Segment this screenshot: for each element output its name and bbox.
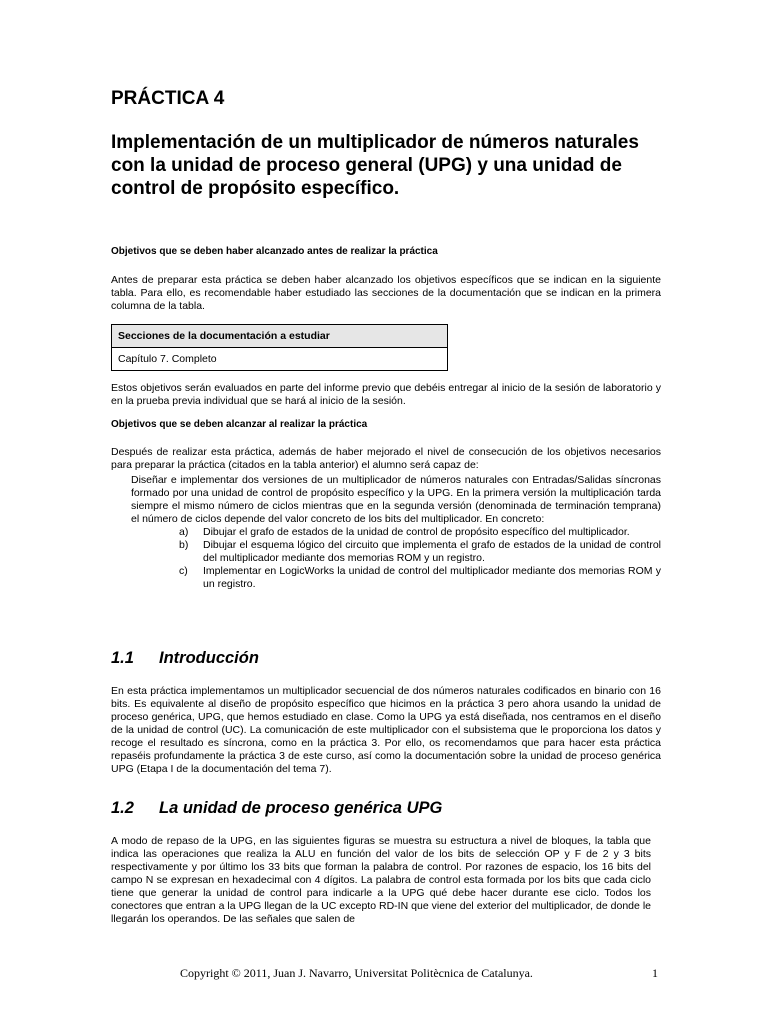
prior-objectives-heading: Objetivos que se deben haber alcanzado antes de realizar la práctica bbox=[111, 246, 438, 257]
prior-objectives-intro: Antes de preparar esta práctica se deben haber alcanzado los objetivos específicos que se indican en la siguiente tabla. Para ello, es recomendable haber estudiado las secciones de la documentación que se indican en la primera columna de la tabla. bbox=[111, 274, 661, 312]
objective-text: Diseñar e implementar dos versiones de un multiplicador de números naturales con Entradas/Salidas síncronas formado por una unidad de control de propósito específico y la UPG. En la primera versión la multiplicación tarda siempre el mismo número de ciclos mientras que en la segunda versión (denominada de terminación temprana) el número de ciclos depende del valor concreto de los bits del multiplicador. En concreto: bbox=[131, 474, 661, 525]
goals-intro: Después de realizar esta práctica, además de haber mejorado el nivel de consecución de los objetivos necesarios para preparar la práctica (citados en la tabla anterior) el alumno será capaz de: bbox=[111, 446, 661, 471]
section-heading-upg bbox=[111, 799, 442, 818]
list-item-text: Dibujar el esquema lógico del circuito que implementa el grafo de estados de la unidad de control del multiplicador mediante dos memorias ROM y un registro. bbox=[203, 539, 661, 564]
main-title: Implementación de un multiplicador de números naturales con la unidad de proceso general (UPG) y una unidad de control de propósito específico. bbox=[111, 132, 639, 199]
list-marker: c) bbox=[179, 565, 188, 577]
list-item bbox=[131, 526, 661, 539]
section-heading-introduction bbox=[111, 649, 259, 668]
copyright-text: Copyright © 2011, Juan J. Navarro, Universitat Politècnica de Catalunya. bbox=[180, 966, 533, 980]
table-header: Secciones de la documentación a estudiar bbox=[112, 325, 448, 348]
page-number: 1 bbox=[652, 966, 658, 980]
table-row bbox=[112, 348, 448, 371]
introduction-text: En esta práctica implementamos un multiplicador secuencial de dos números naturales codificados en binario con 16 bits. Es equivalente al diseño de propósito específico que hicimos en la práctica 3 pero ahora usando la unidad de proceso genérica, UPG, que hemos estudiado en clase. Como la UPG ya está diseñada, nos centramos en el diseño de la unidad de control (UC). La comunicación de este multiplicador con el subsistema que le proporciona los datos y recoge el resultado es síncrona, como en la práctica 3. Por ello, os recomendamos que para hacer esta práctica repaséis profundamente la práctica 3 de este curso, así como la documentación sobre la unidad de proceso genérica UPG (Etapa I de la documentación del tema 7). bbox=[111, 685, 661, 775]
objective-block bbox=[131, 474, 661, 591]
section-title: Introducción bbox=[159, 649, 259, 667]
objective-sub-list bbox=[131, 526, 661, 591]
list-marker: b) bbox=[179, 539, 189, 551]
upg-text: A modo de repaso de la UPG, en las siguientes figuras se muestra su estructura a nivel de bloques, la tabla que indica las operaciones que realiza la ALU en función del valor de los bits de selección OP y F de 2 y 3 bits respectivamente y por último los 33 bits que forman la palabra de control. Por razones de espacio, los 16 bits del campo N se expresan en hexadecimal con 4 dígitos. La palabra de control esta formada por los bits que cada ciclo tiene que generar la unidad de control para indicarle a la UPG qué debe hacer durante ese ciclo. Todos los conectores que entran a la UPG llegan de la UC excepto RD-IN que viene del exterior del multiplicador, de donde le llegarán los operandos. De las señales que salen de bbox=[111, 835, 651, 925]
section-number: 1.1 bbox=[111, 649, 134, 667]
list-item bbox=[131, 565, 661, 591]
evaluation-note: Estos objetivos serán evaluados en parte del informe previo que debéis entregar al inicio de la sesión de laboratorio y en la prueba previa individual que se hará al inicio de la sesión. bbox=[111, 382, 661, 407]
list-item bbox=[131, 539, 661, 565]
table-cell: Capítulo 7. Completo bbox=[112, 348, 448, 371]
list-item-text: Dibujar el grafo de estados de la unidad de control de propósito específico del multiplicador. bbox=[203, 526, 630, 538]
section-title: La unidad de proceso genérica UPG bbox=[159, 799, 443, 817]
sections-table bbox=[111, 324, 448, 371]
list-item-text: Implementar en LogicWorks la unidad de control del multiplicador mediante dos memorias ROM y un registro. bbox=[203, 565, 661, 590]
section-number: 1.2 bbox=[111, 799, 134, 817]
list-marker: a) bbox=[179, 526, 189, 538]
goals-heading: Objetivos que se deben alcanzar al realizar la práctica bbox=[111, 419, 368, 430]
practice-title: PRÁCTICA 4 bbox=[111, 88, 225, 109]
